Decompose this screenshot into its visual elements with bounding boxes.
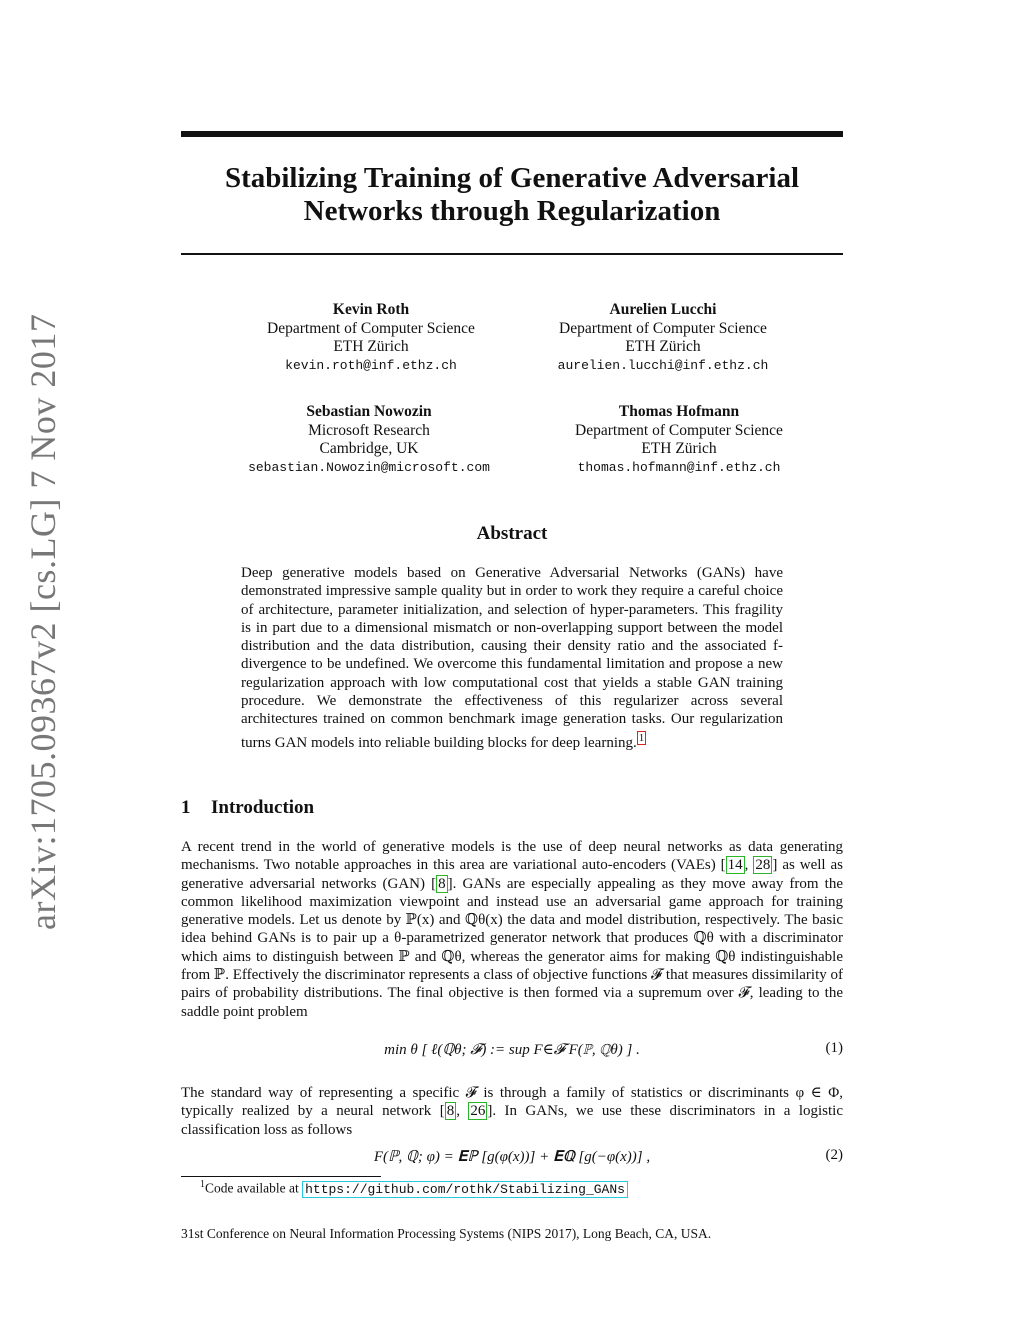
author-email[interactable]: sebastian.Nowozin@microsoft.com [248,459,490,475]
abstract-body [241,564,783,752]
title-rule-top [181,131,843,137]
title-rule-bottom [181,253,843,255]
author-name: Aurelien Lucchi [609,301,717,318]
arxiv-identifier: arXiv:1705.09367v2 [cs.LG] 7 Nov 2017 [23,313,63,930]
author-affiliation: ETH Zürich [641,440,717,457]
footnote [200,1179,628,1197]
footnote-ref-link[interactable]: 1 [638,731,645,744]
section-number: 1 [181,797,191,818]
abstract-heading: Abstract [476,523,548,544]
paper-title [181,162,843,228]
footnote-rule [181,1176,381,1177]
author-block-2 [503,301,823,375]
equation-2 [181,1147,843,1166]
author-name: Kevin Roth [332,301,410,318]
author-block-1 [211,301,531,375]
title-line-2: Networks through Regularization [303,195,721,227]
equation-number: (1) [825,1040,843,1056]
citation-link[interactable]: 14 [727,857,743,874]
author-name: Thomas Hofmann [618,403,740,420]
paragraph-text: ]. In GANs, we use these discriminators in a logistic classification loss as follows [181,1103,844,1138]
author-affiliation: Cambridge, UK [319,440,419,457]
abstract-text: Deep generative models based on Generative Adversarial Networks (GANs) have demonstrated impressive sample quality but in order to work they require a careful choice of architecture, parameter initialization, and selection of hyper-parameters. This fragility is in part due to a dimensional mismatch or non-overlapping support between the model distribution and the data distribution, causing their density ratio and the associated f-divergence to be undefined. We overcome this fundamental limitation and propose a new regularization approach with low computational cost that yields a stable GAN training procedure. We demonstrate the effectiveness of this regularizer across several architectures trained on common benchmark image generation tasks. Our regularization turns GAN models into reliable building blocks for deep learning. [241,565,783,751]
intro-paragraph-2: The standard way of representing a specific 𝓕 is through a family of statistics or discriminants φ ∈ Φ, typically realized by a neural network [ 8 , 26 ]. In GANs, we use these discriminators in a logistic classification loss as follows [181,1085,844,1138]
section-heading [181,797,314,819]
section-title: Introduction [211,797,315,818]
equation-1 [181,1040,843,1059]
github-link[interactable]: https://github.com/rothk/Stabilizing_GANs [302,1181,628,1198]
footnote-number: 1 [200,1179,205,1190]
author-affiliation: Microsoft Research [308,421,430,439]
equation-number: (2) [825,1147,843,1163]
citation-link[interactable]: 26 [470,1103,486,1120]
citation-link[interactable]: 28 [755,857,771,874]
paragraph-text: ] as well as generative adversarial networks (GAN) [ [181,857,844,892]
author-name: Sebastian Nowozin [306,403,432,420]
author-affiliation: Department of Computer Science [267,319,475,337]
author-affiliation: Department of Computer Science [575,421,783,439]
conference-note: 31st Conference on Neural Information Processing Systems (NIPS 2017), Long Beach, CA, USA. [181,1226,712,1241]
author-affiliation: Department of Computer Science [559,319,767,337]
equation-body: min θ [ ℓ(ℚθ; 𝓕) := sup F∈𝓕 F(ℙ, ℚθ) ] . [384,1042,640,1058]
author-email[interactable]: kevin.roth@inf.ethz.ch [285,357,457,373]
paragraph-text: The standard way of representing a specific 𝓕 is through a family of statistics or discriminants φ ∈ Φ, typically realized by a neural network [ [181,1085,843,1120]
paragraph-text: ]. GANs are especially appealing as they move away from the common likelihood maximization viewpoint and instead use an adversarial game approach for training generative models. Let us denote by ℙ(x) and ℚθ(x) the data and model distribution, respectively. The basic idea behind GANs is to pair up a θ-parametrized generator network that produces ℚθ with a discriminator which aims to distinguish between ℙ and ℚθ, whereas the generator aims for making ℚθ indistinguishable from ℙ. Effectively the discriminator represents a class of objective functions 𝓕 that measures dissimilarity of pairs of probability distributions. The final objective is then formed via a supremum over 𝓕, leading to the saddle point problem [181,875,843,1020]
author-block-3 [209,403,529,477]
footnote-text: Code available at [205,1180,303,1196]
intro-paragraph-1: A recent trend in the world of generative models is the use of deep neural networks as data generating mechanisms. Two notable approaches in this area are variational auto-encoders (VAEs) [ 14 , 28 ] as well as generative adversarial networks (GAN) [ 8 ]. GANs are especially appealing as they move away from the common likelihood maximization viewpoint and instead use an adversarial game approach for training generative models. Let us denote by ℙ(x) and ℚθ(x) the data and model distribution, respectively. The basic idea behind GANs is to pair up a θ-parametrized generator network that produces ℚθ with a discriminator which aims to distinguish between ℙ and ℚθ, whereas the generator aims for making ℚθ indistinguishable from ℙ. Effectively the discriminator represents a class of objective functions 𝓕 that measures dissimilarity of pairs of probability distributions. The final objective is then formed via a supremum over 𝓕, leading to the saddle point problem [181,839,844,1020]
title-line-1: Stabilizing Training of Generative Adversarial [224,162,800,194]
author-email[interactable]: aurelien.lucchi@inf.ethz.ch [557,357,769,373]
equation-body: F(ℙ, ℚ; φ) = 𝐄ℙ [g(φ(x))] + 𝐄ℚ [g(−φ(x))] , [373,1149,651,1165]
citation-link[interactable]: 8 [438,875,446,892]
paragraph-text: A recent trend in the world of generative models is the use of deep neural networks as data generating mechanisms. Two notable approaches in this area are variational auto-encoders (VAEs) [ [181,839,843,874]
author-affiliation: ETH Zürich [333,338,409,355]
author-affiliation: ETH Zürich [625,338,701,355]
author-block-4 [519,403,839,477]
citation-link[interactable]: 8 [446,1103,455,1120]
author-email[interactable]: thomas.hofmann@inf.ethz.ch [577,459,781,475]
